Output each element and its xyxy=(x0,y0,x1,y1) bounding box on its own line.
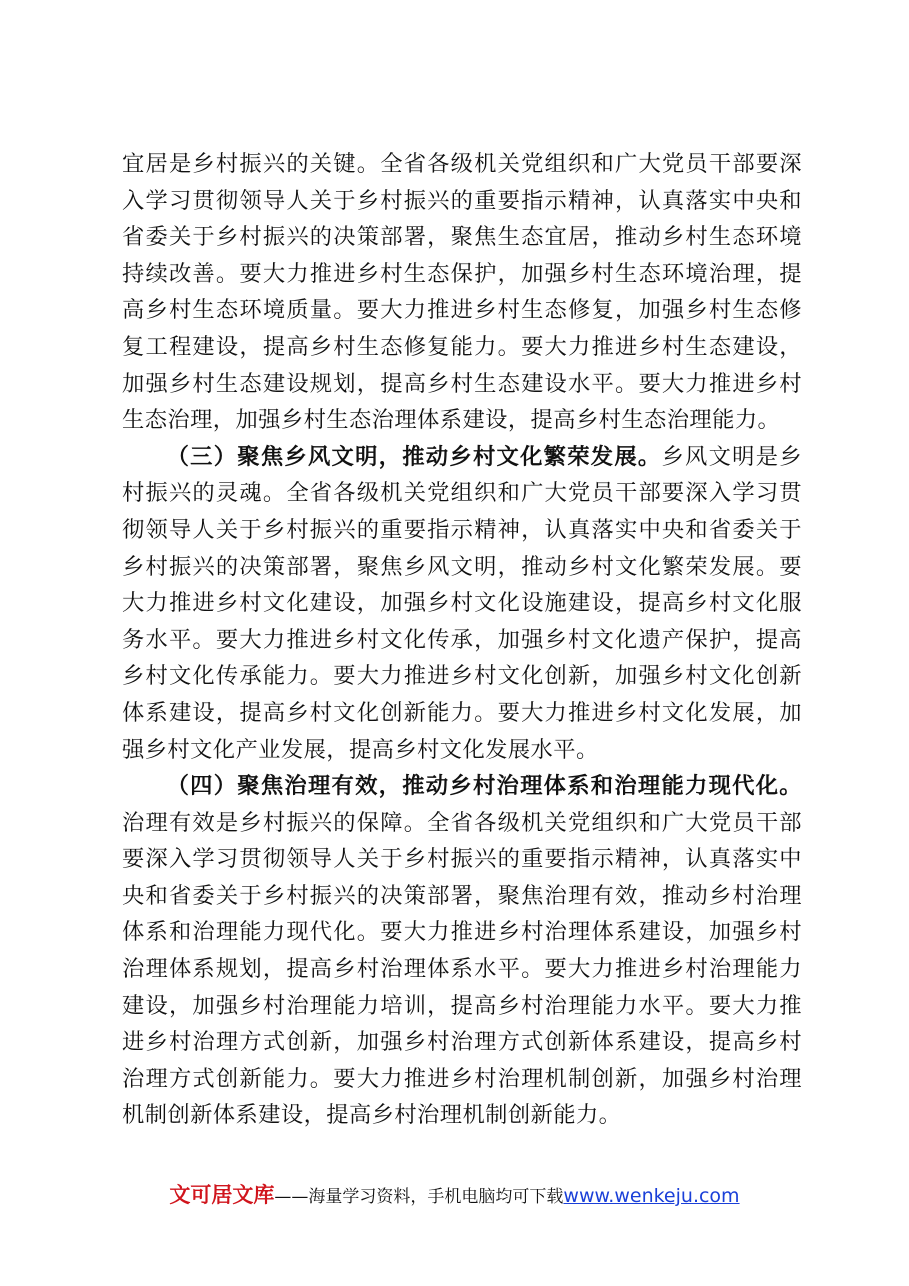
paragraph-text: 宜居是乡村振兴的关键。全省各级机关党组织和广大党员干部要深入学习贯彻领导人关于乡村振兴的重要指示精神，认真落实中央和省委关于乡村振兴的决策部署，聚焦生态宜居，推动乡村生态环境持续改善。要大力推进乡村生态保护，加强乡村生态环境治理，提高乡村生态环境质量。要大力推进乡村生态修复，加强乡村生态修复工程建设，提高乡村生态修复能力。要大力推进乡村生态建设，加强乡村生态建设规划，提高乡村生态建设水平。要大力推进乡村生态治理，加强乡村生态治理体系建设，提高乡村生态治理能力。 xyxy=(122,151,802,434)
footer-url-link[interactable]: www.wenkeju.com xyxy=(563,1185,740,1207)
document-body xyxy=(122,146,802,1134)
footer-watermark xyxy=(0,1180,909,1212)
paragraph-text: 乡风文明是乡村振兴的灵魂。全省各级机关党组织和广大党员干部要深入学习贯彻领导人关于乡村振兴的重要指示精神，认真落实中央和省委关于乡村振兴的决策部署，聚焦乡风文明，推动乡村文化繁荣发展。要大力推进乡村文化建设，加强乡村文化设施建设，提高乡村文化服务水平。要大力推进乡村文化传承，加强乡村文化遗产保护，提高乡村文化传承能力。要大力推进乡村文化创新，加强乡村文化创新体系建设，提高乡村文化创新能力。要大力推进乡村文化发展，加强乡村文化产业发展，提高乡村文化发展水平。 xyxy=(122,443,802,763)
paragraph-text: 治理有效是乡村振兴的保障。全省各级机关党组织和广大党员干部要深入学习贯彻领导人关于乡村振兴的重要指示精神，认真落实中央和省委关于乡村振兴的决策部署，聚焦治理有效，推动乡村治理体系和治理能力现代化。要大力推进乡村治理体系建设，加强乡村治理体系规划，提高乡村治理体系水平。要大力推进乡村治理能力建设，加强乡村治理能力培训，提高乡村治理能力水平。要大力推进乡村治理方式创新，加强乡村治理方式创新体系建设，提高乡村治理方式创新能力。要大力推进乡村治理机制创新，加强乡村治理机制创新体系建设，提高乡村治理机制创新能力。 xyxy=(122,809,802,1129)
paragraph-rural-civilization xyxy=(122,439,802,768)
paragraph-ecological-livability xyxy=(122,146,802,439)
paragraph-heading: （四）聚焦治理有效，推动乡村治理体系和治理能力现代化。 xyxy=(166,773,802,800)
footer-brand: 文可居文库 xyxy=(169,1183,275,1207)
paragraph-heading: （三）聚焦乡风文明，推动乡村文化繁荣发展。 xyxy=(166,443,662,470)
paragraph-effective-governance xyxy=(122,768,802,1134)
footer-tagline: 海量学习资料，手机电脑均可下载 xyxy=(308,1187,564,1207)
footer-dash: —— xyxy=(274,1187,309,1207)
